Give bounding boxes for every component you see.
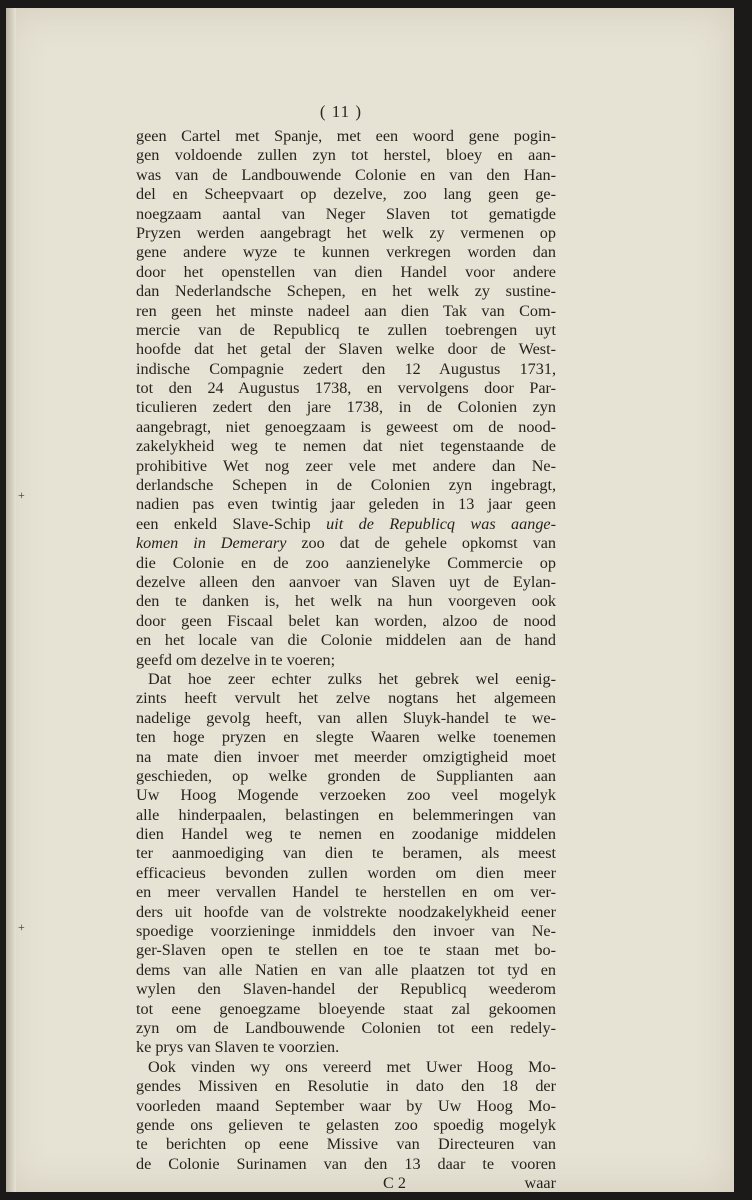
text-line (136, 767, 556, 786)
text-line (136, 1155, 556, 1174)
text-line (136, 592, 556, 611)
text-line (136, 980, 556, 999)
line-text: spoedige voorzieninge inmiddels den invoer van Ne- (136, 922, 556, 941)
text-line (136, 1058, 556, 1077)
text-line (136, 903, 556, 922)
line-text: geen Cartel met Spanje, met een woord gene pogin- (136, 127, 556, 145)
line-text: del en Scheepvaart op dezelve, zoo lang geen ge- (136, 185, 556, 204)
line-text: noegzaam aantal van Neger Slaven tot gematigde (136, 204, 556, 223)
line-text: tot eene genoegzame bloeyende staat zal gekoomen (136, 999, 556, 1018)
text-line (136, 1000, 556, 1019)
text-line (136, 495, 556, 514)
text-line (136, 224, 556, 243)
line-text: aangebragt, niet genoegzaam is geweest om de nood- (136, 417, 556, 436)
line-text: dan Nederlandsche Schepen, en het welk zy sustine- (136, 282, 556, 301)
italic-text: uit de Republicq was aange- (326, 514, 556, 533)
line-text: ger-Slaven open te stellen en toe te staan met bo- (136, 941, 556, 960)
text-line (136, 379, 556, 398)
line-text: zoo dat de gehele opkomst van (286, 534, 556, 553)
line-text: Dat hoe zeer echter zulks het gebrek wel eenig- (148, 669, 556, 688)
text-line (136, 1135, 556, 1154)
catchword: waar (524, 1174, 556, 1193)
line-text: Uw Hoog Mogende verzoeken zoo veel mogelyk (136, 786, 556, 805)
text-line (136, 631, 556, 650)
line-text: Pryzen werden aangebragt het welk zy vermenen op (136, 223, 556, 242)
text-line (136, 1019, 556, 1038)
text-line (136, 340, 556, 359)
text-line (136, 748, 556, 767)
text-line (136, 670, 556, 689)
text-line (136, 1097, 556, 1116)
line-text: nadien pas even twintig jaar geleden in 13 jaar geen (136, 495, 556, 514)
text-line (136, 825, 556, 844)
line-text: derlandsche Schepen in de Colonien zyn ingebragt, (136, 476, 556, 495)
line-text: zakelykheid weg te nemen dat niet tegenstaande de (136, 437, 556, 456)
line-text: en het locale van die Colonie middelen aan de hand (136, 631, 556, 650)
document-page (6, 8, 734, 1192)
text-line (136, 922, 556, 941)
line-text: prohibitive Wet nog zeer vele met andere dan Ne- (136, 456, 556, 475)
body-text (136, 127, 556, 1193)
line-text: hoofde dat het getal der Slaven welke door de West- (136, 340, 556, 359)
line-text: ter aanmoediging van dien te beramen, als meest (136, 844, 556, 863)
text-line (136, 418, 556, 437)
line-text: ten hoge pryzen en slegte Waaren welke toenemen (136, 728, 556, 747)
text-line (136, 185, 556, 204)
line-text: dezelve alleen den aanvoer van Slaven uyt de Eylan- (136, 572, 556, 591)
text-line (136, 573, 556, 592)
line-text: door het openstellen van dien Handel voor andere (136, 262, 556, 281)
text-line (136, 146, 556, 165)
line-text: nadelige gevolg heeft, van allen Sluyk-handel te we- (136, 708, 556, 727)
signature-mark: C 2 (383, 1174, 406, 1193)
text-line (136, 1038, 556, 1057)
line-text: dems van alle Natien en van alle plaatzen tot tyd en (136, 960, 556, 979)
line-text: gendes Missiven en Resolutie in dato den 18 der (136, 1077, 556, 1096)
italic-text: komen in Demerary (136, 534, 287, 553)
text-line (136, 709, 556, 728)
text-line (136, 360, 556, 379)
line-text: zyn om de Landbouwende Colonien tot een redely- (136, 1018, 556, 1037)
line-text: Ook vinden wy ons vereerd met Uwer Hoog Mo- (148, 1057, 556, 1076)
text-line (136, 612, 556, 631)
line-text: dien Handel weg te nemen en zoodanige middelen (136, 825, 556, 844)
line-text: voorleden maand September waar by Uw Hoog Mo- (136, 1096, 556, 1115)
text-line (136, 806, 556, 825)
text-line (136, 786, 556, 805)
line-text: en meer vervallen Handel te herstellen en om ver- (136, 883, 556, 902)
line-text: te berichten op eene Missive van Directeuren van (136, 1135, 556, 1154)
text-line (136, 941, 556, 960)
text-line (136, 127, 556, 146)
line-text: geschieden, op welke gronden de Supplianten aan (136, 766, 556, 785)
text-line (136, 651, 556, 670)
line-text: was van de Landbouwende Colonie en van den Han- (136, 165, 556, 184)
text-line (136, 437, 556, 456)
line-text: tot den 24 Augustus 1738, en vervolgens door Par- (136, 379, 556, 398)
text-line (136, 243, 556, 262)
margin-mark: + (18, 920, 25, 934)
line-text: alle hinderpaalen, belastingen en belemmeringen van (136, 805, 556, 824)
text-line (136, 554, 556, 573)
line-text: na mate dien invoer met meerder omzigtigheid moet (136, 747, 556, 766)
text-line (136, 302, 556, 321)
line-text: gene andere wyze te kunnen verkregen worden dan (136, 243, 556, 262)
line-text: door geen Fiscaal belet kan worden, alzoo de nood (136, 611, 556, 630)
text-line (136, 864, 556, 883)
line-text: gen voldoende zullen zyn tot herstel, bloey en aan- (136, 146, 556, 165)
text-line (136, 398, 556, 417)
line-text: die Colonie en de zoo aanzienelyke Commercie op (136, 553, 556, 572)
line-text: mercie van de Republicq te zullen toebrengen uyt (136, 320, 556, 339)
line-text: gende ons gelieven te gelasten zoo spoedig mogelyk (136, 1115, 556, 1134)
text-line (136, 1077, 556, 1096)
text-line (136, 689, 556, 708)
page-number: ( 11 ) (319, 102, 363, 121)
text-line (136, 282, 556, 301)
margin-mark: + (18, 488, 25, 502)
text-line (136, 883, 556, 902)
line-text: efficacieus bevonden zullen worden om dien meer (136, 863, 556, 882)
binding-edge (6, 8, 16, 1192)
line-text: geefd om dezelve in te voeren; (136, 650, 336, 669)
line-text: den te danken is, het welk na hun voorgeven ook (136, 592, 556, 611)
line-text: zints heeft vervult het zelve nogtans het algemeen (136, 689, 556, 708)
text-line (136, 515, 556, 534)
text-line (136, 205, 556, 224)
text-line (136, 844, 556, 863)
line-text: ke prys van Slaven te voorzien. (136, 1038, 340, 1057)
text-line (136, 166, 556, 185)
line-text: ticulieren zedert den jare 1738, in de Colonien zyn (136, 398, 556, 417)
text-line (136, 457, 556, 476)
line-text: indische Compagnie zedert den 12 Augustus 1731, (136, 359, 556, 378)
text-line (136, 961, 556, 980)
line-text: ders uit hoofde van de volstrekte noodzakelykheid eener (136, 902, 556, 921)
text-line (136, 263, 556, 282)
line-text: de Colonie Surinamen van den 13 daar te vooren (136, 1154, 556, 1173)
line-text: wylen den Slaven-handel der Republicq weederom (136, 980, 556, 999)
line-text: ren geen het minste nadeel aan dien Tak van Com- (136, 301, 556, 320)
line-text: een enkeld Slave-Schip (136, 514, 327, 533)
text-line (136, 1116, 556, 1135)
text-line (136, 534, 556, 553)
text-line (136, 728, 556, 747)
text-line (136, 321, 556, 340)
text-line (136, 476, 556, 495)
